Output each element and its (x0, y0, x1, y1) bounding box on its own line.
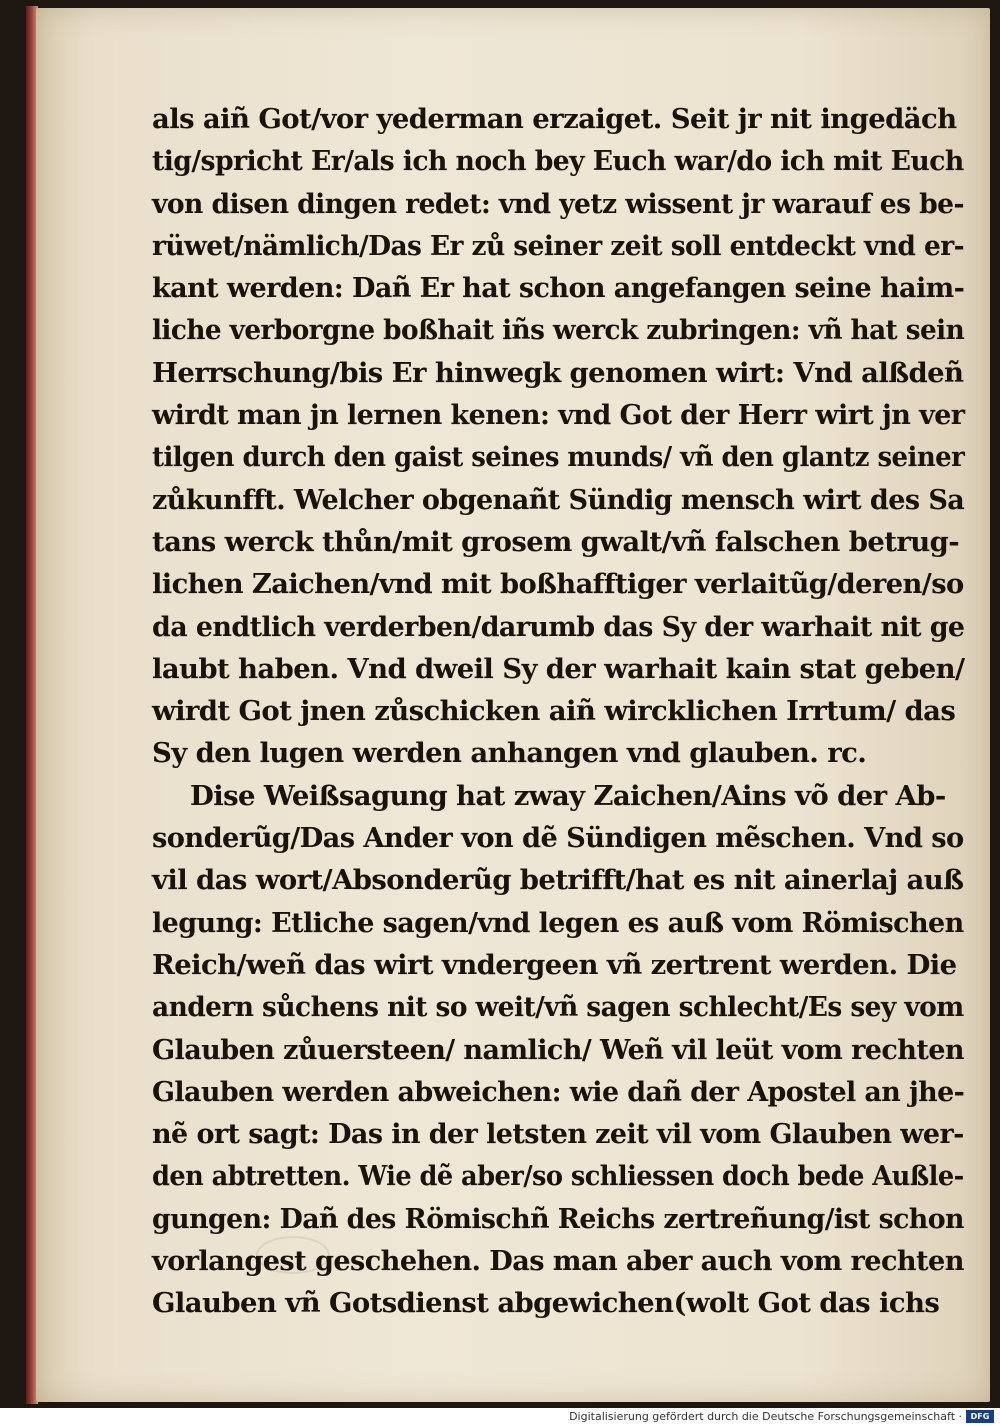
text-line: Glauben zůuersteen/ namlich/ Weñ vil leüt vom rechten (152, 1033, 965, 1066)
text-line: tilgen durch den gaist seines munds/ vñ den glantz seiner (152, 441, 965, 474)
text-line: tig/spricht Er/als ich noch bey Euch war/do ich mit Euch (152, 145, 964, 178)
text-line: rüwet/nämlich/Das Er zů seiner zeit soll entdeckt vnd er- (152, 229, 965, 262)
text-line: Reich/weñ das wirt vndergeen vñ zertrent werden. Die (152, 948, 957, 981)
text-line: als aiñ Got/vor yederman erzaiget. Seit jr nit ingedäch (152, 103, 957, 135)
text-line: von disen dingen redet: vnd yetz wissent jr warauf es be- (152, 187, 964, 220)
text-line: wirdt Got jnen zůschicken aiñ wircklichen Irrtum/ das (152, 695, 956, 728)
paragraph-start-line: Dise Weißsagung hat zway Zaichen/Ains võ der Ab- (190, 779, 946, 812)
text-line: vorlangest geschehen. Das man aber auch vom rechten (152, 1245, 964, 1278)
dfg-logo: DFG (966, 1410, 994, 1423)
text-line: lichen Zaichen/vnd mit boßhafftiger verlaitũg/deren/so (152, 568, 964, 601)
text-line: liche verborgne boßhait iñs werck zubringen: vñ hat sein (152, 314, 965, 347)
text-line: wirdt man jn lernen kenen: vnd Got der Herr wirt jn ver (152, 399, 965, 432)
text-line: sonderũg/Das Ander von dẽ Sündigen mẽschen. Vnd so (152, 822, 964, 855)
text-line: Glauben werden abweichen: wie dañ der Apostel an jhe- (152, 1075, 965, 1108)
digitization-footer (0, 1408, 1000, 1426)
text-line: Sy den lugen werden anhangen vnd glauben. rc. (152, 737, 867, 770)
text-line: tans werck thůn/mit grosem gwalt/vñ falschen betrug- (152, 525, 960, 558)
page-text-block (152, 98, 964, 1325)
text-line: da endtlich verderben/darumb das Sy der warhait nit ge (152, 610, 965, 643)
text-line: nẽ ort sagt: Das in der letsten zeit vil vom Glauben wer- (152, 1118, 964, 1151)
text-line: zůkunfft. Welcher obgenañt Sündig mensch wirt des Sa (152, 483, 965, 516)
text-line: laubt haben. Vnd dweil Sy der warhait kain stat geben/ (152, 652, 965, 685)
text-line: Herrschung/bis Er hinwegk genomen wirt: Vnd alßdeñ (152, 356, 964, 389)
text-line: andern sůchens nit so weit/vñ sagen schlecht/Es sey vom (152, 991, 964, 1024)
funding-credit: Digitalisierung gefördert durch die Deutsche Forschungsgemeinschaft · (569, 1410, 962, 1423)
text-line: legung: Etliche sagen/vnd legen es auß vom Römischen (152, 906, 964, 939)
text-line: vil das wort/Absonderũg betrifft/hat es nit ainerlaj auß (152, 864, 964, 897)
text-line: gungen: Dañ des Römischñ Reichs zertreñung/ist schon (152, 1202, 964, 1235)
text-line: Glauben vñ Gotsdienst abgewichen(wolt Got das ichs (152, 1287, 940, 1320)
text-line: kant werden: Dañ Er hat schon angefangen seine haim- (152, 272, 965, 305)
text-line: den abtretten. Wie dẽ aber/so schliessen doch bede Außle- (152, 1160, 964, 1193)
